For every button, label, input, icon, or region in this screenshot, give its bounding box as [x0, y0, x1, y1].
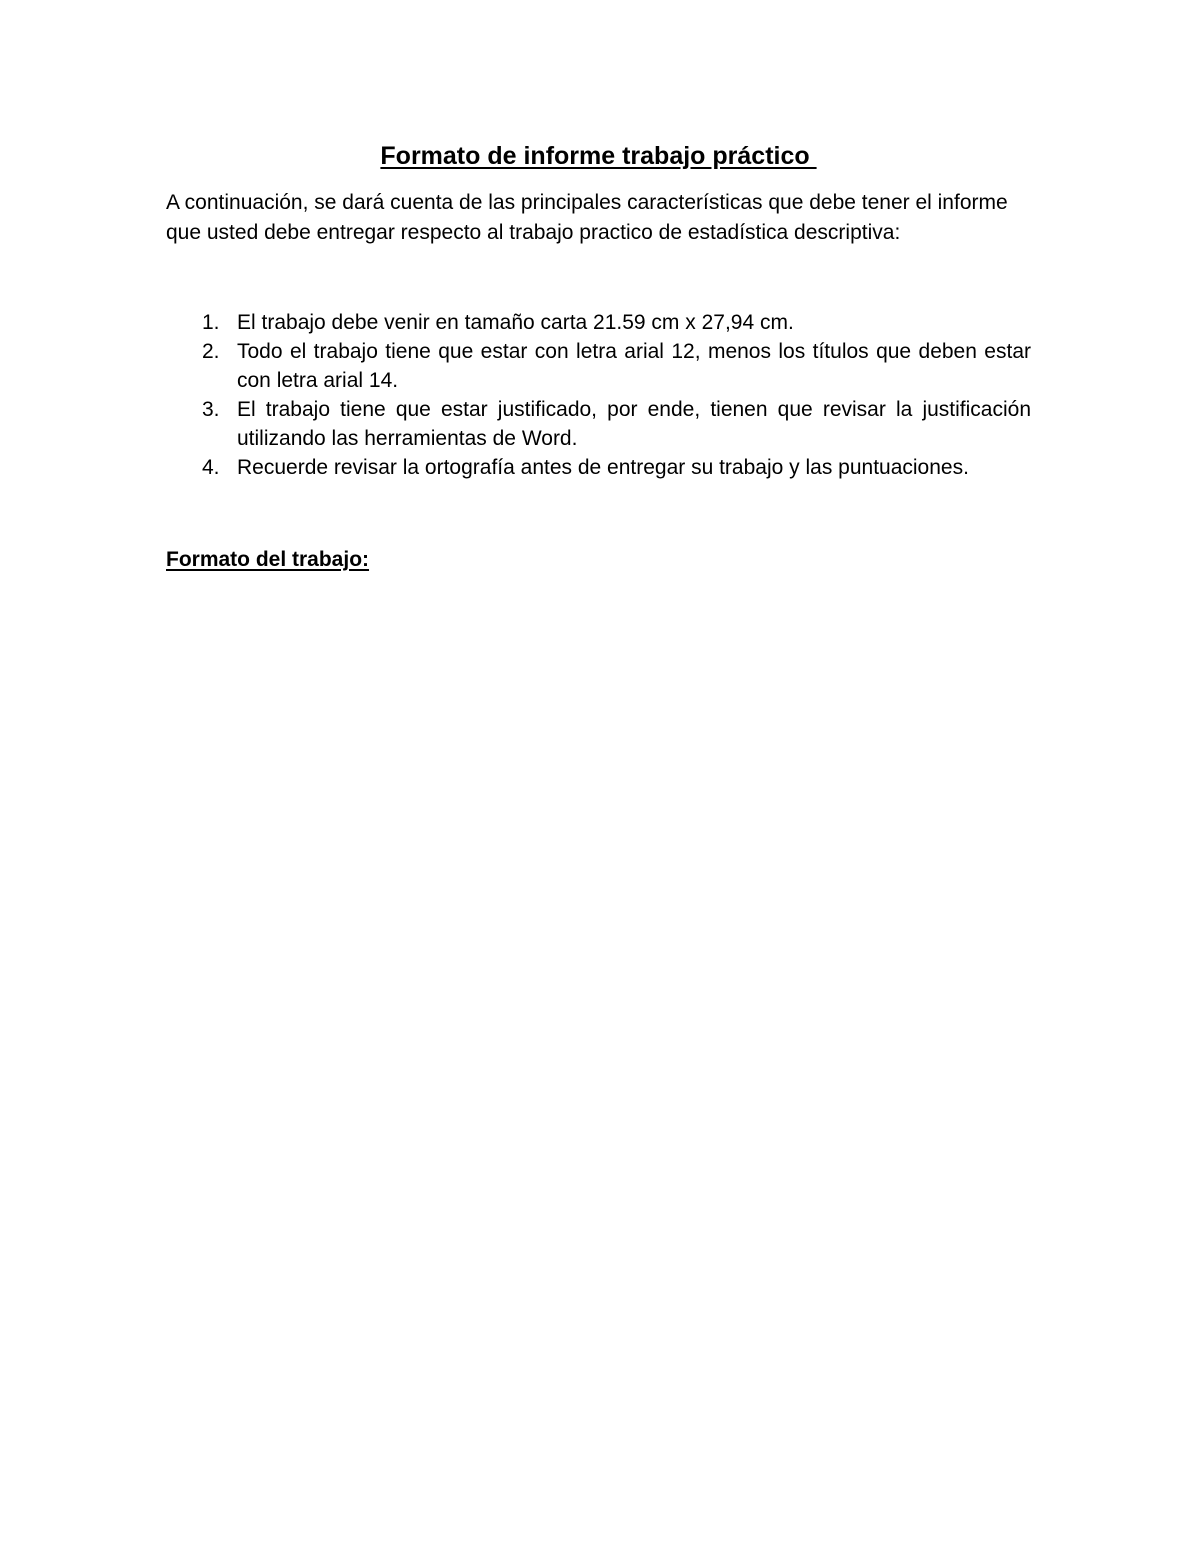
- list-item: [166, 337, 1031, 395]
- list-item: [166, 308, 1031, 337]
- list-item-text: Recuerde revisar la ortografía antes de entregar su trabajo y las puntuaciones.: [237, 456, 969, 479]
- list-item-number: 1.: [202, 311, 220, 334]
- list-item: [166, 395, 1031, 453]
- intro-paragraph: A continuación, se dará cuenta de las principales características que debe tener el informe que usted debe entregar respecto al trabajo practico de estadística descriptiva:: [166, 191, 1008, 244]
- section-heading: Formato del trabajo:: [166, 548, 370, 571]
- list-item: [166, 453, 1031, 482]
- list-item-number: 4.: [202, 456, 220, 479]
- list-item-number: 2.: [202, 340, 220, 363]
- list-item-text: El trabajo debe venir en tamaño carta 21.59 cm x 27,94 cm.: [237, 311, 794, 334]
- list-item-text: Todo el trabajo tiene que estar con letra arial 12, menos los títulos que deben estar con letra arial 14.: [237, 340, 1031, 392]
- requirements-list: [166, 308, 1031, 482]
- document-title: Formato de informe trabajo práctico: [380, 142, 817, 170]
- document-body: [166, 138, 1031, 575]
- list-item-text: El trabajo tiene que estar justificado, por ende, tienen que revisar la justificación utilizando las herramientas de Word.: [237, 398, 1031, 450]
- list-item-number: 3.: [202, 398, 220, 421]
